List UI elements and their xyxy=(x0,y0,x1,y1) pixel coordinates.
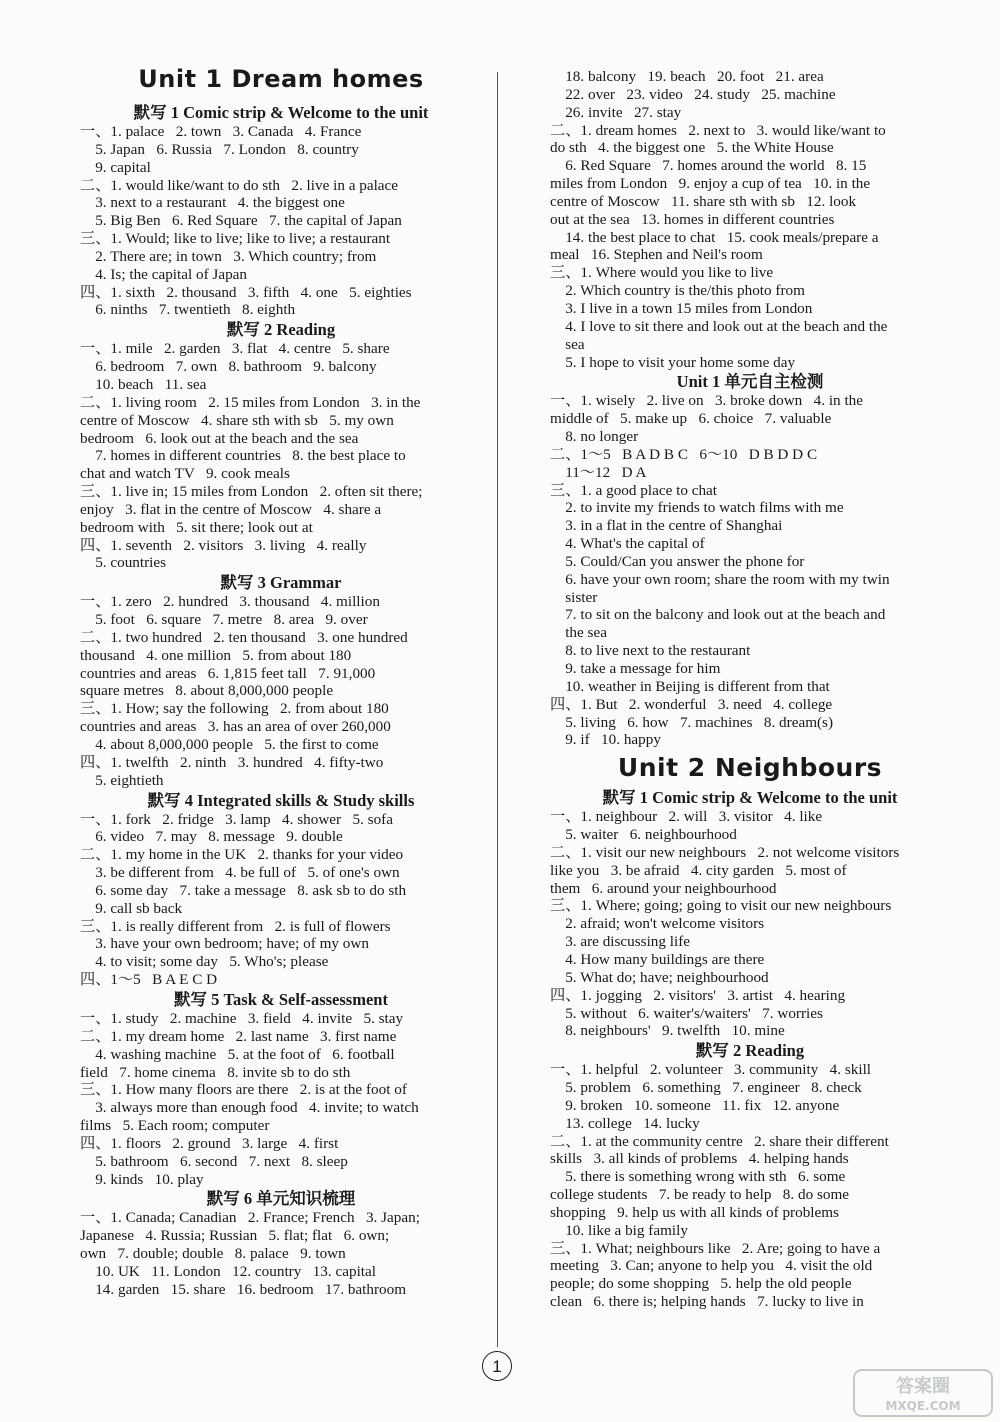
answer-line: bedroom 6. look out at the beach and the sea xyxy=(80,429,359,447)
answer-line: 7. to sit on the balcony and look out at the beach and xyxy=(550,606,886,624)
answer-line: 10. UK 11. London 12. country 13. capital xyxy=(80,1262,376,1280)
answer-line: 6. some day 7. take a message 8. ask sb to do sth xyxy=(80,881,407,899)
answer-line: skills 3. all kinds of problems 4. helping hands xyxy=(550,1150,849,1168)
answer-line: 三、1. How many floors are there 2. is at the foot of xyxy=(80,1081,407,1099)
answer-line: Japanese 4. Russia; Russian 5. flat; flat 6. own; xyxy=(80,1227,390,1245)
answer-line: 一、1. helpful 2. volunteer 3. community 4. skill xyxy=(550,1061,872,1079)
answer-line: 四、1. jogging 2. visitors' 3. artist 4. hearing xyxy=(550,986,846,1004)
right-column xyxy=(550,0,950,1311)
answer-line: 3. be different from 4. be full of 5. of one's own xyxy=(80,864,400,882)
answer-line: 9. kinds 10. play xyxy=(80,1170,204,1188)
svg-text:答案圈: 答案圈 xyxy=(896,1376,950,1397)
answer-line: 26. invite 27. stay xyxy=(550,103,682,121)
answer-line: 18. balcony 19. beach 20. foot 21. area xyxy=(550,68,824,85)
answer-line: 二、1. visit our new neighbours 2. not welcome visitors xyxy=(550,843,900,861)
answer-line: films 5. Each room; computer xyxy=(80,1117,270,1135)
answer-line: 5. without 6. waiter's/waiters' 7. worries xyxy=(550,1004,823,1022)
answer-line: 一、1. study 2. machine 3. field 4. invite 5. stay xyxy=(80,1009,404,1027)
answer-line: shopping 9. help us with all kinds of problems xyxy=(550,1203,839,1221)
answer-line: 二、1. dream homes 2. next to 3. would like/want to xyxy=(550,121,886,139)
section-heading-u2-dx1: 默写 1 Comic strip & Welcome to the unit xyxy=(602,788,898,808)
answer-line: miles from London 9. enjoy a cup of tea 10. in the xyxy=(550,175,871,193)
answer-line: 5. foot 6. square 7. metre 8. area 9. over xyxy=(80,611,368,629)
answer-line: 四、1. seventh 2. visitors 3. living 4. really xyxy=(80,536,367,554)
answer-line: 二、1. my home in the UK 2. thanks for your video xyxy=(80,846,404,864)
answer-line: 二、1. at the community centre 2. share their different xyxy=(550,1132,889,1150)
answer-line: 5. Japan 6. Russia 7. London 8. country xyxy=(80,140,359,158)
svg-text:MXQE.COM: MXQE.COM xyxy=(885,1399,961,1413)
answer-line: 3. I live in a town 15 miles from London xyxy=(550,299,813,317)
answer-line: 9. take a message for him xyxy=(550,660,721,677)
section-dx1 xyxy=(80,123,482,319)
section-u2-dx1 xyxy=(550,808,950,1040)
answer-line: 四、1. But 2. wonderful 3. need 4. college xyxy=(550,695,833,713)
answer-line: 二、1. would like/want to do sth 2. live in a palace xyxy=(80,176,399,194)
answer-line: 三、1. live in; 15 miles from London 2. often sit there; xyxy=(80,483,423,501)
answer-line: 三、1. is really different from 2. is full of flowers xyxy=(80,917,391,935)
answer-line: sea xyxy=(550,335,585,353)
section-dx3 xyxy=(80,593,482,789)
answer-line: countries and areas 3. has an area of over 260,000 xyxy=(80,718,391,736)
answer-line: 10. like a big family xyxy=(550,1221,688,1239)
answer-line: countries and areas 6. 1,815 feet tall 7. 91,000 xyxy=(80,664,376,682)
answer-line: 3. have your own bedroom; have; of my own xyxy=(80,935,369,953)
answer-line: 6. Red Square 7. homes around the world 8. 15 xyxy=(550,157,867,175)
answer-line: 9. if 10. happy xyxy=(550,731,661,749)
answer-line: 四、1. floors 2. ground 3. large 4. first xyxy=(80,1134,339,1152)
answer-line: 6. bedroom 7. own 8. bathroom 9. balcony xyxy=(80,358,377,376)
answer-line: 7. homes in different countries 8. the best place to xyxy=(80,447,406,465)
answer-line: clean 6. there is; helping hands 7. lucky to live in xyxy=(550,1293,864,1311)
answer-line: centre of Moscow 4. share sth with sb 5. my own xyxy=(80,411,394,429)
answer-line: 2. to invite my friends to watch films with me xyxy=(550,499,844,517)
answer-line: 8. neighbours' 9. twelfth 10. mine xyxy=(550,1022,785,1040)
answer-line: 三、1. a good place to chat xyxy=(550,481,718,499)
answer-line: 9. capital xyxy=(80,158,151,176)
answer-line: them 6. around your neighbourhood xyxy=(550,879,777,897)
answer-line: 3. in a flat in the centre of Shanghai xyxy=(550,517,783,535)
answer-line: own 7. double; double 8. palace 9. town xyxy=(80,1245,346,1263)
column-divider xyxy=(497,72,498,1347)
answer-line: 5. bathroom 6. second 7. next 8. sleep xyxy=(80,1152,348,1170)
answer-line: 4. How many buildings are there xyxy=(550,950,765,968)
answer-line: 4. about 8,000,000 people 5. the first to come xyxy=(80,736,379,753)
answer-line: 二、1～5 B A D B C 6～10 D B D D C xyxy=(550,445,818,463)
answer-line: 二、1. my dream home 2. last name 3. first name xyxy=(80,1027,397,1045)
answer-line: 4. washing machine 5. at the foot of 6. football xyxy=(80,1045,395,1063)
answer-line: 10. weather in Beijing is different from that xyxy=(550,677,830,695)
answer-line: 5. countries xyxy=(80,554,167,572)
answer-line: 三、1. Where would you like to live xyxy=(550,264,774,282)
section-heading-dx4: 默写 4 Integrated skills & Study skills xyxy=(147,790,415,810)
answer-line: 5. I hope to visit your home some day xyxy=(550,353,796,371)
section-heading-unit1-test: Unit 1 单元自主检测 xyxy=(676,372,824,392)
watermark-logo xyxy=(850,1366,996,1420)
answer-line: 3. are discussing life xyxy=(550,933,691,951)
answer-line: college students 7. be ready to help 8. do some xyxy=(550,1186,850,1204)
left-column xyxy=(80,0,482,1299)
answer-line: 14. the best place to chat 15. cook meals/prepare a xyxy=(550,228,879,246)
section-dx5 xyxy=(80,1010,482,1188)
answer-line: 10. beach 11. sea xyxy=(80,375,207,393)
answer-line: 一、1. palace 2. town 3. Canada 4. France xyxy=(80,123,362,140)
answer-line: 2. Which country is the/this photo from xyxy=(550,282,805,300)
answer-line: 9. call sb back xyxy=(80,899,183,917)
answer-line: 5. there is something wrong with sth 6. some xyxy=(550,1168,846,1186)
answer-line: 6. have your own room; share the room with my twin xyxy=(550,570,890,588)
answer-line: 三、1. What; neighbours like 2. Are; going to have a xyxy=(550,1239,881,1257)
answer-line: 2. afraid; won't welcome visitors xyxy=(550,915,765,933)
answer-line: 22. over 23. video 24. study 25. machine xyxy=(550,85,836,103)
page-number: 1 xyxy=(482,1351,512,1381)
answer-line: 四、1. sixth 2. thousand 3. fifth 4. one 5. eighties xyxy=(80,283,412,301)
answer-line: 一、1. neighbour 2. will 3. visitor 4. like xyxy=(550,808,823,826)
answer-line: 一、1. fork 2. fridge 3. lamp 4. shower 5. sofa xyxy=(80,810,393,828)
answer-line: 二、1. two hundred 2. ten thousand 3. one hundred xyxy=(80,628,408,646)
answer-line: like you 3. be afraid 4. city garden 5. most of xyxy=(550,861,847,879)
answer-line: 13. college 14. lucky xyxy=(550,1114,700,1132)
answer-line: 二、1. living room 2. 15 miles from London 3. in the xyxy=(80,393,421,411)
section-heading-dx6: 默写 6 单元知识梳理 xyxy=(206,1189,356,1209)
answer-line: 5. problem 6. something 7. engineer 8. check xyxy=(550,1079,862,1097)
unit1-title: Unit 1 Dream homes xyxy=(138,65,424,93)
answer-line: 一、1. Canada; Canadian 2. France; French 3. Japan; xyxy=(80,1209,420,1227)
answer-line: 2. There are; in town 3. Which country; from xyxy=(80,247,377,265)
answer-line: 5. eightieth xyxy=(80,771,164,789)
section-dx6 xyxy=(80,1209,482,1298)
answer-line: 6. video 7. may 8. message 9. double xyxy=(80,828,343,846)
section-u2-dx2 xyxy=(550,1061,950,1311)
answer-line: 8. no longer xyxy=(550,428,639,446)
answer-line: do sth 4. the biggest one 5. the White House xyxy=(550,139,834,157)
answer-line: 一、1. mile 2. garden 3. flat 4. centre 5. share xyxy=(80,340,390,358)
answer-line: 4. What's the capital of xyxy=(550,535,705,553)
answer-line: enjoy 3. flat in the centre of Moscow 4. share a xyxy=(80,500,382,518)
answer-line: 8. to live next to the restaurant xyxy=(550,642,751,660)
answer-line: 4. Is; the capital of Japan xyxy=(80,265,248,283)
answer-line: the sea xyxy=(550,624,607,642)
answer-line: meeting 3. Can; anyone to help you 4. visit the old xyxy=(550,1257,873,1275)
answer-line: chat and watch TV 9. cook meals xyxy=(80,465,290,483)
answer-line: 14. garden 15. share 16. bedroom 17. bathroom xyxy=(80,1280,407,1298)
section-dx6-continued xyxy=(550,68,950,371)
answer-line: centre of Moscow 11. share sth with sb 12. look xyxy=(550,192,857,210)
answer-line: bedroom with 5. sit there; look out at xyxy=(80,518,313,536)
answer-line: meal 16. Stephen and Neil's room xyxy=(550,246,763,264)
answer-line: 四、1～5 B A E C D xyxy=(80,971,218,989)
section-heading-dx2: 默写 2 Reading xyxy=(226,320,336,340)
unit2-title: Unit 2 Neighbours xyxy=(617,753,883,783)
answer-line: field 7. home cinema 8. invite sb to do sth xyxy=(80,1063,351,1081)
section-heading-dx3: 默写 3 Grammar xyxy=(220,573,342,593)
answer-line: middle of 5. make up 6. choice 7. valuable xyxy=(550,410,832,428)
answer-line: thousand 4. one million 5. from about 180 xyxy=(80,646,352,664)
answer-line: 5. Big Ben 6. Red Square 7. the capital of Japan xyxy=(80,212,402,230)
answer-line: square metres 8. about 8,000,000 people xyxy=(80,682,334,700)
answer-line: people; do some shopping 5. help the old people xyxy=(550,1275,852,1293)
answer-line: out at the sea 13. homes in different countries xyxy=(550,210,835,228)
answer-line: 3. always more than enough food 4. invite; to watch xyxy=(80,1099,419,1117)
section-dx4 xyxy=(80,811,482,989)
section-heading-u2-dx2: 默写 2 Reading xyxy=(695,1041,805,1061)
answer-line: 4. to visit; some day 5. Who's; please xyxy=(80,953,329,971)
answer-line: 6. ninths 7. twentieth 8. eighth xyxy=(80,301,296,319)
answer-line: sister xyxy=(550,588,598,606)
answer-line: 三、1. How; say the following 2. from about 180 xyxy=(80,700,389,718)
section-dx2 xyxy=(80,340,482,572)
section-unit1-test xyxy=(550,392,950,749)
answer-line: 4. I love to sit there and look out at the beach and the xyxy=(550,317,888,335)
answer-line: 9. broken 10. someone 11. fix 12. anyone xyxy=(550,1096,840,1114)
answer-line: 5. living 6. how 7. machines 8. dream(s) xyxy=(550,713,834,731)
answer-line: 一、1. zero 2. hundred 3. thousand 4. million xyxy=(80,593,380,611)
answer-line: 11～12 D A xyxy=(550,463,647,481)
answer-line: 5. Could/Can you answer the phone for xyxy=(550,552,805,570)
answer-line: 三、1. Would; like to live; like to live; a restaurant xyxy=(80,230,391,248)
answer-line: 一、1. wisely 2. live on 3. broke down 4. in the xyxy=(550,392,863,410)
section-heading-dx1: 默写 1 Comic strip & Welcome to the unit xyxy=(133,103,429,122)
answer-line: 5. What do; have; neighbourhood xyxy=(550,968,769,986)
answer-line: 四、1. twelfth 2. ninth 3. hundred 4. fifty-two xyxy=(80,753,384,771)
section-heading-dx5: 默写 5 Task & Self-assessment xyxy=(174,989,388,1009)
answer-line: 三、1. Where; going; going to visit our new neighbours xyxy=(550,897,892,915)
answer-line: 5. waiter 6. neighbourhood xyxy=(550,826,737,844)
answer-line: 3. next to a restaurant 4. the biggest one xyxy=(80,194,345,212)
